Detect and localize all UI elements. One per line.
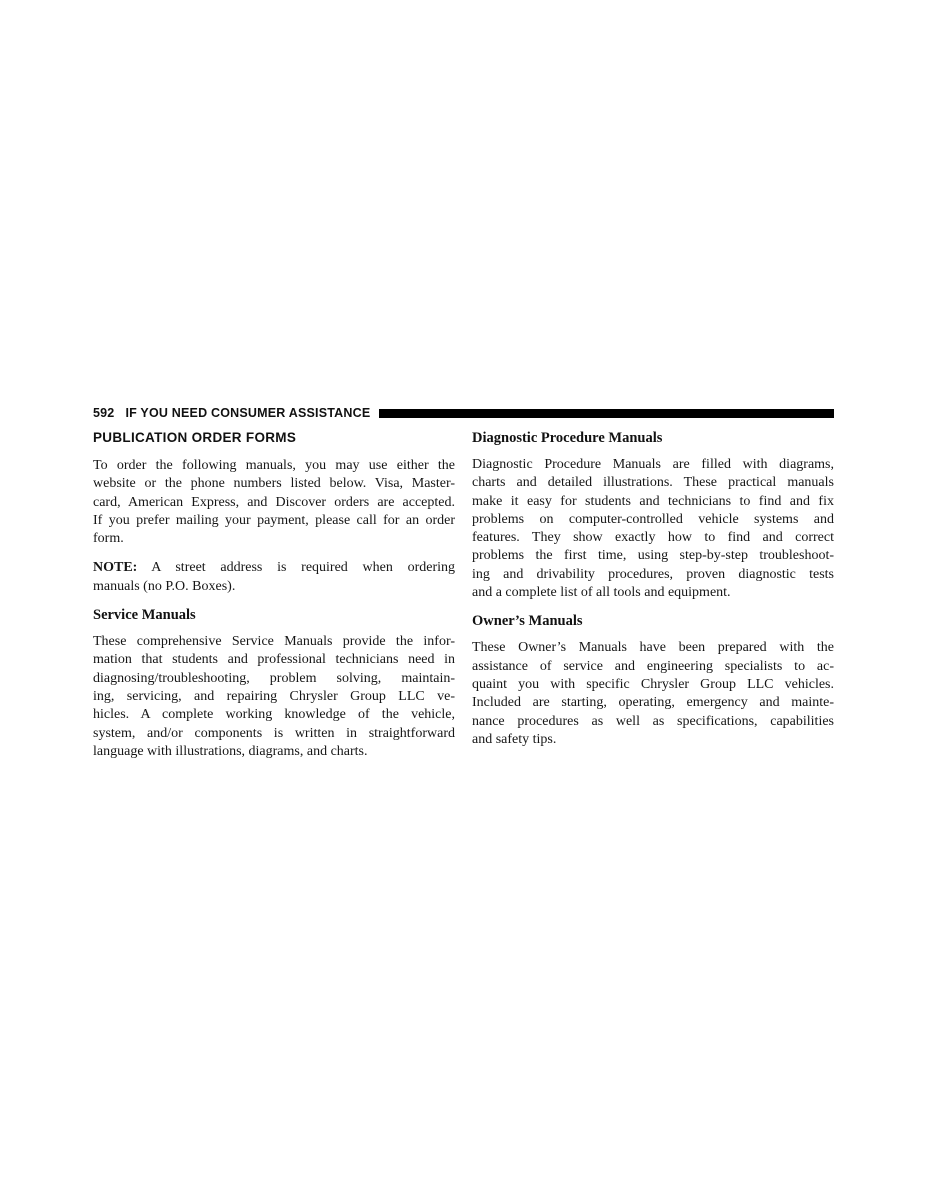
right-column: [472, 430, 834, 772]
service-manuals-paragraph: These comprehensive Service Manuals provide the infor- mation that students and professional technicians need in diagnosing/troubleshooting, problem solving, maintain- ing, servicing, and repairing Chrysler Group LLC ve- hicles. A complete working knowledge of the vehicle, system, and/or components is written in straightforward language with illustrations, diagrams, and charts.: [93, 634, 455, 759]
intro-paragraph: To order the following manuals, you may use either the website or the phone numbers listed below. Visa, Master- card, American Express, and Discover orders are accepted. If you prefer mailing your payment, please call for an order form.: [93, 458, 455, 547]
note-paragraph: NOTE: A street address is required when ordering manuals (no P.O. Boxes).: [93, 560, 455, 594]
owners-manuals-paragraph: These Owner’s Manuals have been prepared with the assistance of service and engineering specialists to ac- quaint you with specific Chrysler Group LLC vehicles. Included are starting, operating, emergency and mainte- nance procedures as well as specifications, capabilities and safety tips.: [472, 640, 834, 747]
header-rule-bar: [379, 409, 834, 418]
left-column: [93, 430, 455, 772]
publication-order-forms-heading: PUBLICATION ORDER FORMS: [93, 430, 297, 445]
diagnostic-procedure-manuals-paragraph: Diagnostic Procedure Manuals are filled with diagrams, charts and detailed illustrations. These practical manuals make it easy for students and technicians to find and fix problems on computer-controlled vehicle systems and features. They show exactly how to find and correct problems the first time, using step-by-step troubleshoot- ing and drivability procedures, proven diagnostic tests and a complete list of all tools and equipment.: [472, 457, 834, 601]
chapter-title: IF YOU NEED CONSUMER ASSISTANCE: [125, 406, 371, 420]
running-header: [93, 406, 834, 420]
owners-manuals-heading: Owner’s Manuals: [472, 613, 583, 630]
diagnostic-procedure-manuals-heading: Diagnostic Procedure Manuals: [472, 430, 663, 446]
page-content: [93, 406, 834, 772]
page-number: 592: [93, 406, 115, 420]
two-column-layout: [93, 430, 834, 772]
service-manuals-heading: Service Manuals: [93, 607, 196, 624]
